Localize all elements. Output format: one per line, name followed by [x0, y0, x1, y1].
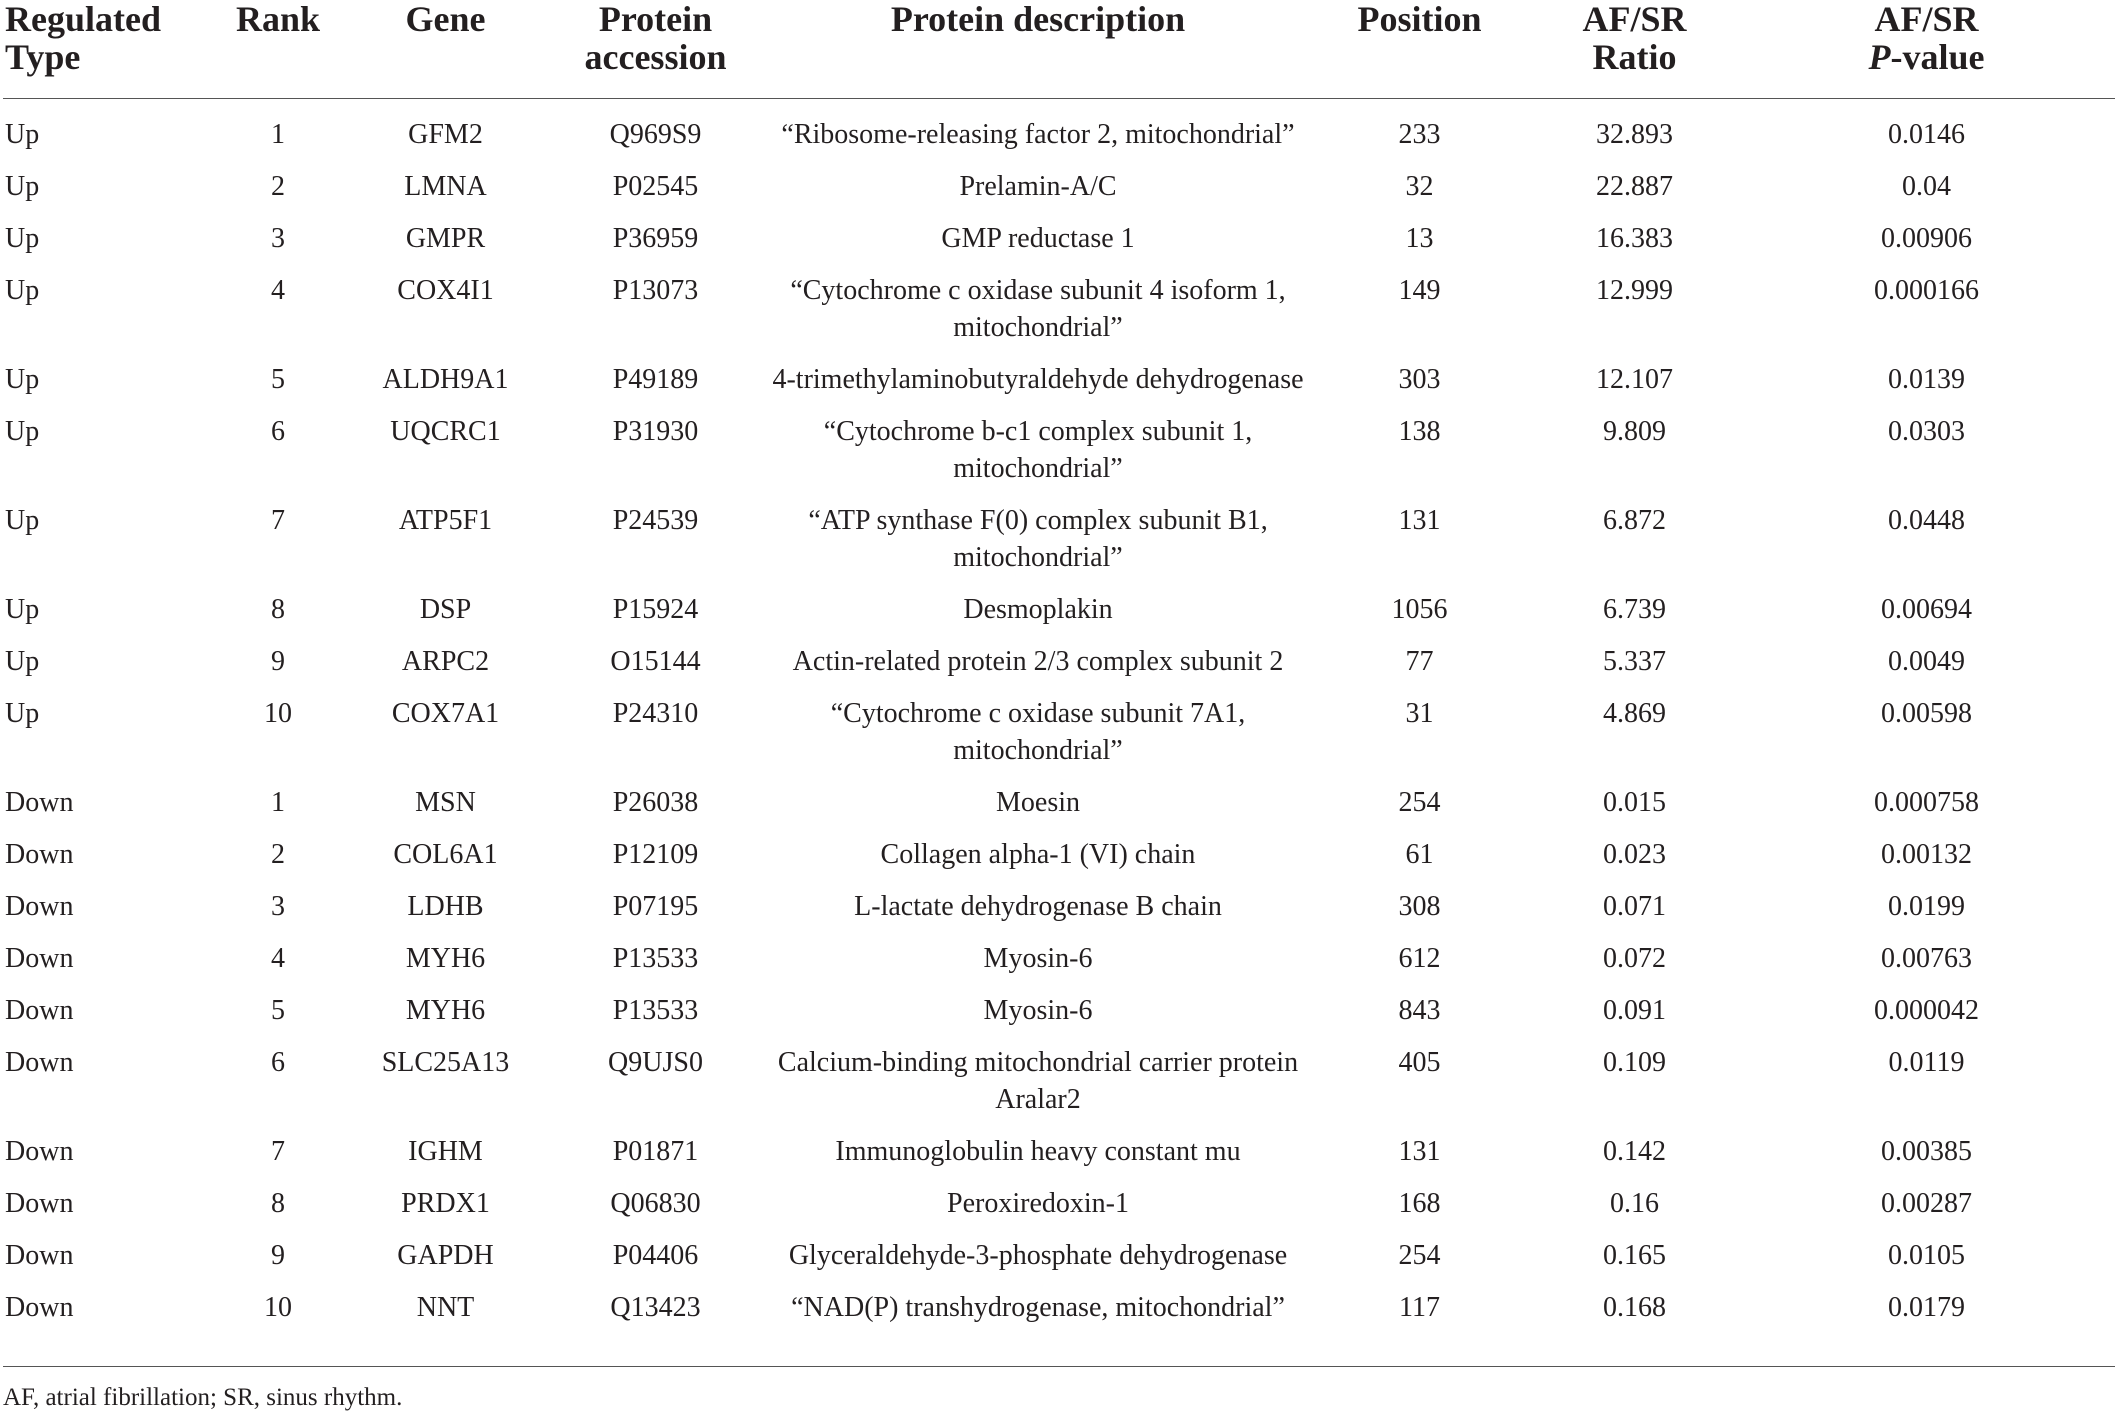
cell-gene: ATP5F1	[398, 505, 493, 536]
cell-pvalue: 0.000758	[1874, 787, 1979, 818]
cell-pvalue: 0.04	[1902, 171, 1951, 202]
cell-rank: 4	[271, 275, 285, 306]
cell-pvalue: 0.00385	[1881, 1136, 1972, 1167]
cell-regulated-type: Down	[5, 1136, 74, 1167]
table-row	[3, 784, 2115, 836]
cell-gene: IGHM	[408, 1136, 483, 1167]
cell-regulated-type: Down	[5, 1188, 74, 1219]
cell-gene: GMPR	[405, 223, 486, 254]
cell-ratio: 0.168	[1603, 1292, 1666, 1323]
cell-protein-accession: P31930	[612, 416, 699, 447]
cell-protein-description	[768, 784, 1308, 836]
cell-protein-accession: Q06830	[610, 1188, 701, 1219]
cell-protein-description	[768, 99, 1308, 169]
table-row	[3, 836, 2115, 888]
cell-rank: 7	[271, 1136, 285, 1167]
table-row	[3, 361, 2115, 413]
header-position: Position	[1308, 0, 1531, 99]
cell-rank: 1	[271, 119, 285, 150]
table-row	[3, 1237, 2115, 1289]
cell-protein-description	[768, 502, 1308, 591]
description-line-1: Desmoplakin	[963, 594, 1113, 625]
cell-protein-description	[768, 272, 1308, 361]
table-header	[3, 0, 2115, 99]
cell-protein-description	[768, 940, 1308, 992]
cell-pvalue: 0.00763	[1881, 943, 1972, 974]
cell-regulated-type: Up	[5, 119, 40, 150]
cell-regulated-type: Up	[5, 698, 40, 729]
cell-pvalue: 0.0448	[1888, 505, 1965, 536]
cell-ratio: 16.383	[1596, 223, 1673, 254]
cell-ratio: 12.999	[1596, 275, 1673, 306]
cell-gene: MSN	[415, 787, 476, 818]
cell-ratio: 22.887	[1596, 171, 1673, 202]
cell-protein-accession: Q13423	[610, 1292, 701, 1323]
cell-gene: MYH6	[405, 943, 486, 974]
cell-protein-accession: P13533	[612, 995, 699, 1026]
cell-regulated-type: Up	[5, 275, 40, 306]
cell-protein-accession: P13073	[612, 275, 699, 306]
cell-regulated-type: Up	[5, 646, 40, 677]
cell-regulated-type: Up	[5, 416, 40, 447]
cell-position: 612	[1398, 943, 1441, 974]
cell-protein-description	[768, 1289, 1308, 1346]
cell-rank: 9	[271, 1240, 285, 1271]
table-row	[3, 1185, 2115, 1237]
cell-position: 308	[1398, 891, 1441, 922]
description-line-1: “Cytochrome c oxidase subunit 4 isoform 1,	[790, 275, 1286, 306]
cell-regulated-type: Down	[5, 787, 74, 818]
cell-regulated-type: Down	[5, 891, 74, 922]
description-line-1: “ATP synthase F(0) complex subunit B1,	[808, 505, 1268, 536]
table-row	[3, 643, 2115, 695]
cell-gene: LDHB	[407, 891, 484, 922]
cell-pvalue: 0.0119	[1888, 1047, 1965, 1078]
description-line-1: Myosin-6	[983, 943, 1093, 974]
cell-pvalue: 0.00132	[1881, 839, 1972, 870]
cell-ratio: 0.091	[1603, 995, 1666, 1026]
cell-pvalue: 0.0105	[1888, 1240, 1965, 1271]
cell-rank: 1	[271, 787, 285, 818]
cell-gene: COX7A1	[391, 698, 500, 729]
table-body	[3, 99, 2115, 1347]
cell-ratio: 0.015	[1603, 787, 1666, 818]
description-line-1: Glyceraldehyde-3-phosphate dehydrogenase	[788, 1240, 1288, 1271]
cell-position: 254	[1398, 787, 1441, 818]
cell-rank: 10	[264, 698, 292, 729]
description-line-1: Prelamin-A/C	[959, 171, 1117, 202]
cell-rank: 8	[271, 1188, 285, 1219]
cell-protein-description	[768, 695, 1308, 784]
cell-position: 1056	[1391, 594, 1448, 625]
description-line-1: Moesin	[996, 787, 1080, 818]
cell-gene: COX4I1	[397, 275, 494, 306]
header-ratio: AF/SR Ratio	[1531, 0, 1738, 99]
cell-protein-accession: Q9UJS0	[608, 1047, 703, 1078]
footer-divider	[3, 1366, 2115, 1367]
cell-ratio: 4.869	[1603, 698, 1666, 729]
cell-protein-description	[768, 1237, 1308, 1289]
cell-protein-description	[768, 643, 1308, 695]
cell-pvalue: 0.0303	[1888, 416, 1965, 447]
cell-rank: 5	[271, 995, 285, 1026]
cell-rank: 6	[271, 416, 285, 447]
header-protein-description: Protein description	[768, 0, 1308, 99]
description-line-1: Immunoglobulin heavy constant mu	[835, 1136, 1241, 1167]
cell-rank: 8	[271, 594, 285, 625]
cell-rank: 2	[271, 839, 285, 870]
cell-protein-description	[768, 1133, 1308, 1185]
cell-pvalue: 0.00287	[1881, 1188, 1972, 1219]
table-row	[3, 1044, 2115, 1133]
cell-position: 233	[1398, 119, 1441, 150]
cell-rank: 3	[271, 223, 285, 254]
cell-regulated-type: Up	[5, 223, 40, 254]
cell-ratio: 0.142	[1603, 1136, 1666, 1167]
header-regulated-type: Regulated Type	[3, 0, 208, 99]
description-line-2: mitochondrial”	[953, 453, 1123, 484]
cell-protein-description	[768, 413, 1308, 502]
table-row	[3, 413, 2115, 502]
cell-ratio: 0.165	[1603, 1240, 1666, 1271]
cell-protein-accession: Q969S9	[609, 119, 702, 150]
cell-gene: ALDH9A1	[382, 364, 509, 395]
cell-position: 117	[1399, 1292, 1440, 1323]
cell-regulated-type: Down	[5, 839, 74, 870]
table-row	[3, 168, 2115, 220]
cell-position: 168	[1398, 1188, 1441, 1219]
cell-gene: MYH6	[405, 995, 486, 1026]
cell-position: 303	[1398, 364, 1441, 395]
table-row	[3, 591, 2115, 643]
description-line-2: mitochondrial”	[953, 312, 1123, 343]
cell-ratio: 0.072	[1603, 943, 1666, 974]
cell-gene: GFM2	[408, 119, 483, 150]
cell-pvalue: 0.0049	[1888, 646, 1965, 677]
cell-gene: ARPC2	[401, 646, 490, 677]
description-line-1: “NAD(P) transhydrogenase, mitochondrial”	[791, 1292, 1285, 1323]
cell-position: 77	[1405, 646, 1434, 677]
cell-pvalue: 0.000042	[1874, 995, 1979, 1026]
cell-protein-description	[768, 591, 1308, 643]
description-line-1: Collagen alpha-1 (VI) chain	[880, 839, 1196, 870]
cell-rank: 4	[271, 943, 285, 974]
cell-regulated-type: Down	[5, 1047, 74, 1078]
description-line-1: Calcium-binding mitochondrial carrier protein	[777, 1047, 1299, 1078]
cell-protein-accession: P02545	[612, 171, 699, 202]
description-line-1: Peroxiredoxin-1	[947, 1188, 1129, 1219]
cell-ratio: 9.809	[1603, 416, 1666, 447]
cell-protein-accession: P26038	[612, 787, 699, 818]
cell-position: 254	[1398, 1240, 1441, 1271]
cell-ratio: 0.071	[1603, 891, 1666, 922]
cell-protein-accession: P24539	[612, 505, 699, 536]
cell-gene: DSP	[419, 594, 472, 625]
cell-rank: 9	[271, 646, 285, 677]
description-line-1: Actin-related protein 2/3 complex subunit 2	[792, 646, 1284, 677]
cell-protein-accession: P12109	[612, 839, 699, 870]
cell-pvalue: 0.0179	[1888, 1292, 1965, 1323]
cell-position: 61	[1405, 839, 1434, 870]
cell-ratio: 0.109	[1603, 1047, 1666, 1078]
cell-pvalue: 0.00598	[1881, 698, 1972, 729]
cell-gene: SLC25A13	[381, 1047, 510, 1078]
cell-gene: NNT	[416, 1292, 475, 1323]
cell-ratio: 0.16	[1610, 1188, 1659, 1219]
cell-pvalue: 0.0146	[1888, 119, 1965, 150]
cell-protein-accession: P24310	[612, 698, 699, 729]
cell-gene: UQCRC1	[390, 416, 501, 447]
cell-regulated-type: Up	[5, 171, 40, 202]
cell-position: 131	[1398, 1136, 1441, 1167]
description-line-1: “Ribosome-releasing factor 2, mitochondrial”	[781, 119, 1295, 150]
cell-gene: COL6A1	[393, 839, 498, 870]
cell-ratio: 12.107	[1596, 364, 1673, 395]
cell-gene: GAPDH	[397, 1240, 494, 1271]
description-line-1: 4-trimethylaminobutyraldehyde dehydrogenase	[772, 364, 1304, 395]
cell-protein-description	[768, 836, 1308, 888]
cell-pvalue: 0.0199	[1888, 891, 1965, 922]
header-protein-accession: Protein accession	[543, 0, 768, 99]
cell-position: 149	[1398, 275, 1441, 306]
description-line-2: mitochondrial”	[953, 735, 1123, 766]
cell-protein-accession: P15924	[612, 594, 699, 625]
description-line-1: “Cytochrome b-c1 complex subunit 1,	[823, 416, 1253, 447]
cell-gene: PRDX1	[401, 1188, 490, 1219]
header-rank: Rank	[208, 0, 348, 99]
cell-rank: 7	[271, 505, 285, 536]
cell-ratio: 5.337	[1603, 646, 1666, 677]
header-gene: Gene	[348, 0, 543, 99]
header-row	[3, 0, 2115, 99]
table-row	[3, 1133, 2115, 1185]
cell-protein-description	[768, 1185, 1308, 1237]
table-footnote: AF, atrial fibrillation; SR, sinus rhythm.	[3, 1384, 403, 1411]
cell-pvalue: 0.000166	[1874, 275, 1979, 306]
cell-protein-accession: P13533	[612, 943, 699, 974]
description-line-1: Myosin-6	[983, 995, 1093, 1026]
cell-position: 131	[1398, 505, 1441, 536]
cell-position: 138	[1398, 416, 1441, 447]
cell-regulated-type: Up	[5, 594, 40, 625]
cell-rank: 6	[271, 1047, 285, 1078]
cell-regulated-type: Up	[5, 505, 40, 536]
cell-regulated-type: Down	[5, 1292, 74, 1323]
cell-ratio: 0.023	[1603, 839, 1666, 870]
cell-protein-description	[768, 992, 1308, 1044]
cell-pvalue: 0.0139	[1888, 364, 1965, 395]
cell-ratio: 32.893	[1596, 119, 1673, 150]
cell-regulated-type: Down	[5, 1240, 74, 1271]
table-row	[3, 220, 2115, 272]
cell-position: 13	[1405, 223, 1434, 254]
description-line-2: Aralar2	[995, 1084, 1081, 1115]
cell-protein-description	[768, 888, 1308, 940]
cell-protein-accession: P07195	[612, 891, 699, 922]
table-row	[3, 1289, 2115, 1346]
table-row	[3, 940, 2115, 992]
cell-rank: 3	[271, 891, 285, 922]
cell-position: 405	[1398, 1047, 1441, 1078]
protein-table	[3, 0, 2115, 1346]
description-line-1: L-lactate dehydrogenase B chain	[854, 891, 1222, 922]
cell-protein-description	[768, 220, 1308, 272]
table-row	[3, 99, 2115, 169]
cell-regulated-type: Up	[5, 364, 40, 395]
cell-rank: 2	[271, 171, 285, 202]
cell-position: 843	[1398, 995, 1441, 1026]
cell-ratio: 6.872	[1603, 505, 1666, 536]
cell-regulated-type: Down	[5, 943, 74, 974]
cell-regulated-type: Down	[5, 995, 74, 1026]
table-row	[3, 695, 2115, 784]
cell-protein-description	[768, 168, 1308, 220]
cell-pvalue: 0.00906	[1881, 223, 1972, 254]
cell-rank: 10	[264, 1292, 292, 1323]
cell-pvalue: 0.00694	[1881, 594, 1972, 625]
cell-protein-description	[768, 1044, 1308, 1133]
table-row	[3, 272, 2115, 361]
table-row	[3, 888, 2115, 940]
cell-gene: LMNA	[404, 171, 487, 202]
header-pvalue: AF/SR P-value	[1738, 0, 2115, 99]
description-line-1: GMP reductase 1	[941, 223, 1135, 254]
cell-protein-description	[768, 361, 1308, 413]
cell-position: 31	[1405, 698, 1434, 729]
description-line-2: mitochondrial”	[953, 542, 1123, 573]
table-row	[3, 502, 2115, 591]
description-line-1: “Cytochrome c oxidase subunit 7A1,	[830, 698, 1246, 729]
cell-ratio: 6.739	[1603, 594, 1666, 625]
cell-protein-accession: P49189	[612, 364, 699, 395]
cell-protein-accession: P01871	[612, 1136, 699, 1167]
cell-position: 32	[1405, 171, 1434, 202]
cell-protein-accession: P36959	[612, 223, 699, 254]
cell-protein-accession: P04406	[612, 1240, 699, 1271]
cell-protein-accession: O15144	[610, 646, 701, 677]
table-row	[3, 992, 2115, 1044]
cell-rank: 5	[271, 364, 285, 395]
